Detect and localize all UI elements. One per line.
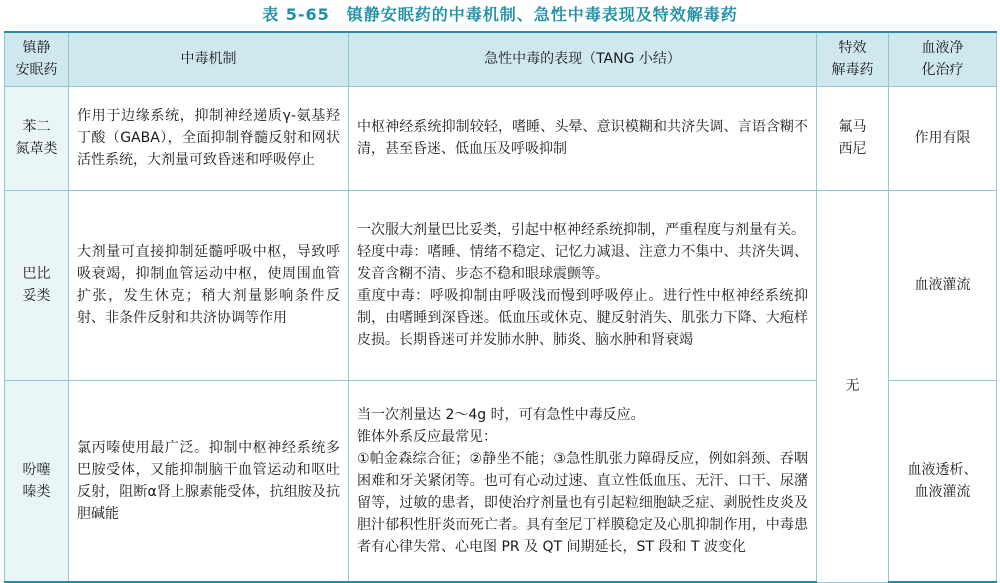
purification-cell: 血液灌流 xyxy=(889,190,997,380)
header-antidote: 特效 解毒药 xyxy=(817,32,889,86)
table-header-row xyxy=(5,32,997,86)
drug-name-cell: 巴比 妥类 xyxy=(5,190,69,380)
acute-cell: 中枢神经系统抑制较轻，嗜睡、头晕、意识模糊和共济失调、言语含糊不清，甚至昏迷、低血压及呼吸抑制 xyxy=(349,86,817,190)
acute-cell: 一次服大剂量巴比妥类，引起中枢神经系统抑制，严重程度与剂量有关。 轻度中毒：嗜睡、情绪不稳定、记忆力减退、注意力不集中、共济失调、发音含糊不清、步态不稳和眼球震颤等。 重度中毒：呼吸抑制由呼吸浅而慢到呼吸停止。进行性中枢神经系统抑制，由嗜睡到深昏迷。低血压或休克、腱反射消失、肌张力下降、大疱样皮损。长期昏迷可并发肺水肿、肺炎、脑水肿和肾衰竭 xyxy=(349,190,817,380)
drug-name-cell: 苯二 氮䓬类 xyxy=(5,86,69,190)
table-row xyxy=(5,86,997,190)
acute-cell: 当一次剂量达 2～4g 时，可有急性中毒反应。 锥体外系反应最常见： ①帕金森综合征；②静坐不能；③急性肌张力障碍反应，例如斜颈、吞咽困难和牙关紧闭等。也可有心动过速、直立性低血压、无汗、口干、尿潴留等，过敏的患者，即使治疗剂量也有引起粒细胞缺乏症、剥脱性皮炎及胆汁郁积性肝炎而死亡者。具有奎尼丁样膜稳定及心肌抑制作用，中毒患者有心律失常、心电图 PR 及 QT 间期延长，ST 段和 T 波变化 xyxy=(349,380,817,582)
table-caption: 表 5-65 镇静安眠药的中毒机制、急性中毒表现及特效解毒药 xyxy=(262,5,738,24)
mechanism-cell: 作用于边缘系统，抑制神经递质γ-氨基羟丁酸（GABA），全面抑制脊髓反射和网状活性系统，大剂量可致昏迷和呼吸停止 xyxy=(69,86,349,190)
drug-name-cell: 吩噻 嗪类 xyxy=(5,380,69,582)
header-acute: 急性中毒的表现（TANG 小结） xyxy=(349,32,817,86)
header-mechanism: 中毒机制 xyxy=(69,32,349,86)
header-drug: 镇静 安眠药 xyxy=(5,32,69,86)
poisoning-table xyxy=(4,31,997,583)
purification-cell: 作用有限 xyxy=(889,86,997,190)
header-purification: 血液净 化治疗 xyxy=(889,32,997,86)
purification-cell: 血液透析、 血液灌流 xyxy=(889,380,997,582)
antidote-cell: 无 xyxy=(817,190,889,582)
mechanism-cell: 大剂量可直接抑制延髓呼吸中枢，导致呼吸衰竭，抑制血管运动中枢，使周围血管扩张，发生休克；稍大剂量影响条件反射、非条件反射和共济协调等作用 xyxy=(69,190,349,380)
mechanism-cell: 氯丙嗪使用最广泛。抑制中枢神经系统多巴胺受体，又能抑制脑干血管运动和呕吐反射，阻断α肾上腺素能受体，抗组胺及抗胆碱能 xyxy=(69,380,349,582)
antidote-cell: 氟马 西尼 xyxy=(817,86,889,190)
table-row xyxy=(5,190,997,380)
